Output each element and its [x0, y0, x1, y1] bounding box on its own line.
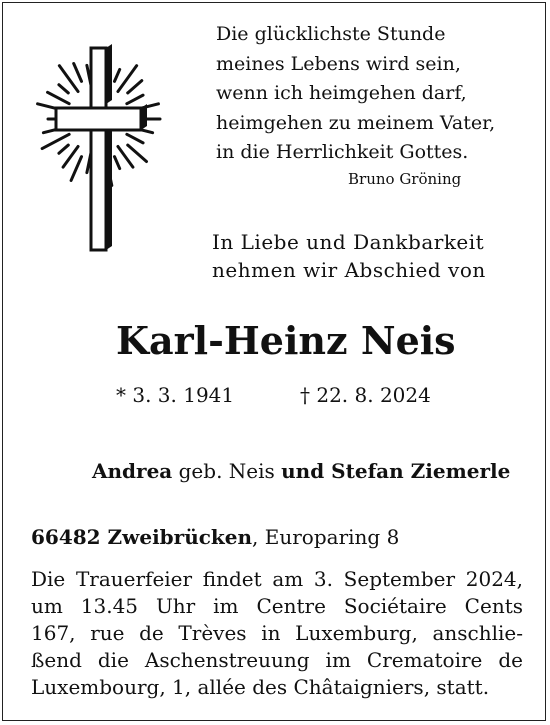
service-details: [31, 566, 523, 701]
intro-line: nehmen wir Abschied von: [212, 258, 486, 282]
mourner-maiden-name: geb. Neis: [172, 459, 282, 483]
mourner-partner: und Stefan Ziemerle: [281, 459, 511, 483]
cross-ray: [127, 134, 143, 143]
birth-date: * 3. 3. 1941: [116, 383, 235, 407]
quote-line: heimgehen zu meinem Vater,: [216, 111, 496, 134]
service-line: Die Trauerfeier findet am 3. September 2024,: [31, 567, 523, 591]
death-date: † 22. 8. 2024: [300, 383, 431, 407]
cross-ray: [59, 85, 68, 93]
quote: [216, 20, 495, 168]
mourner-first-name: Andrea: [92, 459, 173, 483]
quote-line: wenn ich heimgehen darf,: [216, 82, 467, 104]
address-street: , Europaring 8: [252, 525, 400, 549]
cross-ray: [48, 92, 70, 103]
cross-ray: [74, 64, 82, 82]
address: [31, 525, 399, 549]
mourners: [92, 459, 510, 483]
cross-ray: [59, 145, 68, 153]
radiant-cross-icon: [36, 40, 166, 260]
cross-ray: [128, 81, 142, 93]
cross-ray: [128, 145, 147, 161]
cross-ray: [71, 157, 81, 181]
address-city: 66482 Zweibrücken: [31, 525, 253, 549]
intro-line: In Liebe und Dankbarkeit: [212, 230, 485, 254]
service-line: 167, rue de Trèves in Luxemburg, anschlie-: [31, 621, 523, 645]
deceased-name: Karl-Heinz Neis: [116, 318, 456, 363]
cross-ray: [114, 157, 119, 169]
service-line: um 13.45 Uhr im Centre Sociétaire Cents: [31, 594, 523, 618]
service-line: ßend die Aschenstreuung im Crematoire de: [31, 648, 523, 672]
quote-line: Die glücklichste Stunde: [216, 23, 446, 45]
cross-ray: [114, 69, 119, 81]
intro-text: [212, 228, 486, 284]
service-line: Luxembourg, 1, allée des Châtaigniers, statt.: [31, 675, 490, 699]
cross-ray: [127, 95, 143, 104]
quote-line: meines Lebens wird sein,: [216, 52, 461, 75]
quote-author: Bruno Gröning: [348, 170, 462, 188]
quote-line: in die Herrlichkeit Gottes.: [216, 141, 469, 163]
